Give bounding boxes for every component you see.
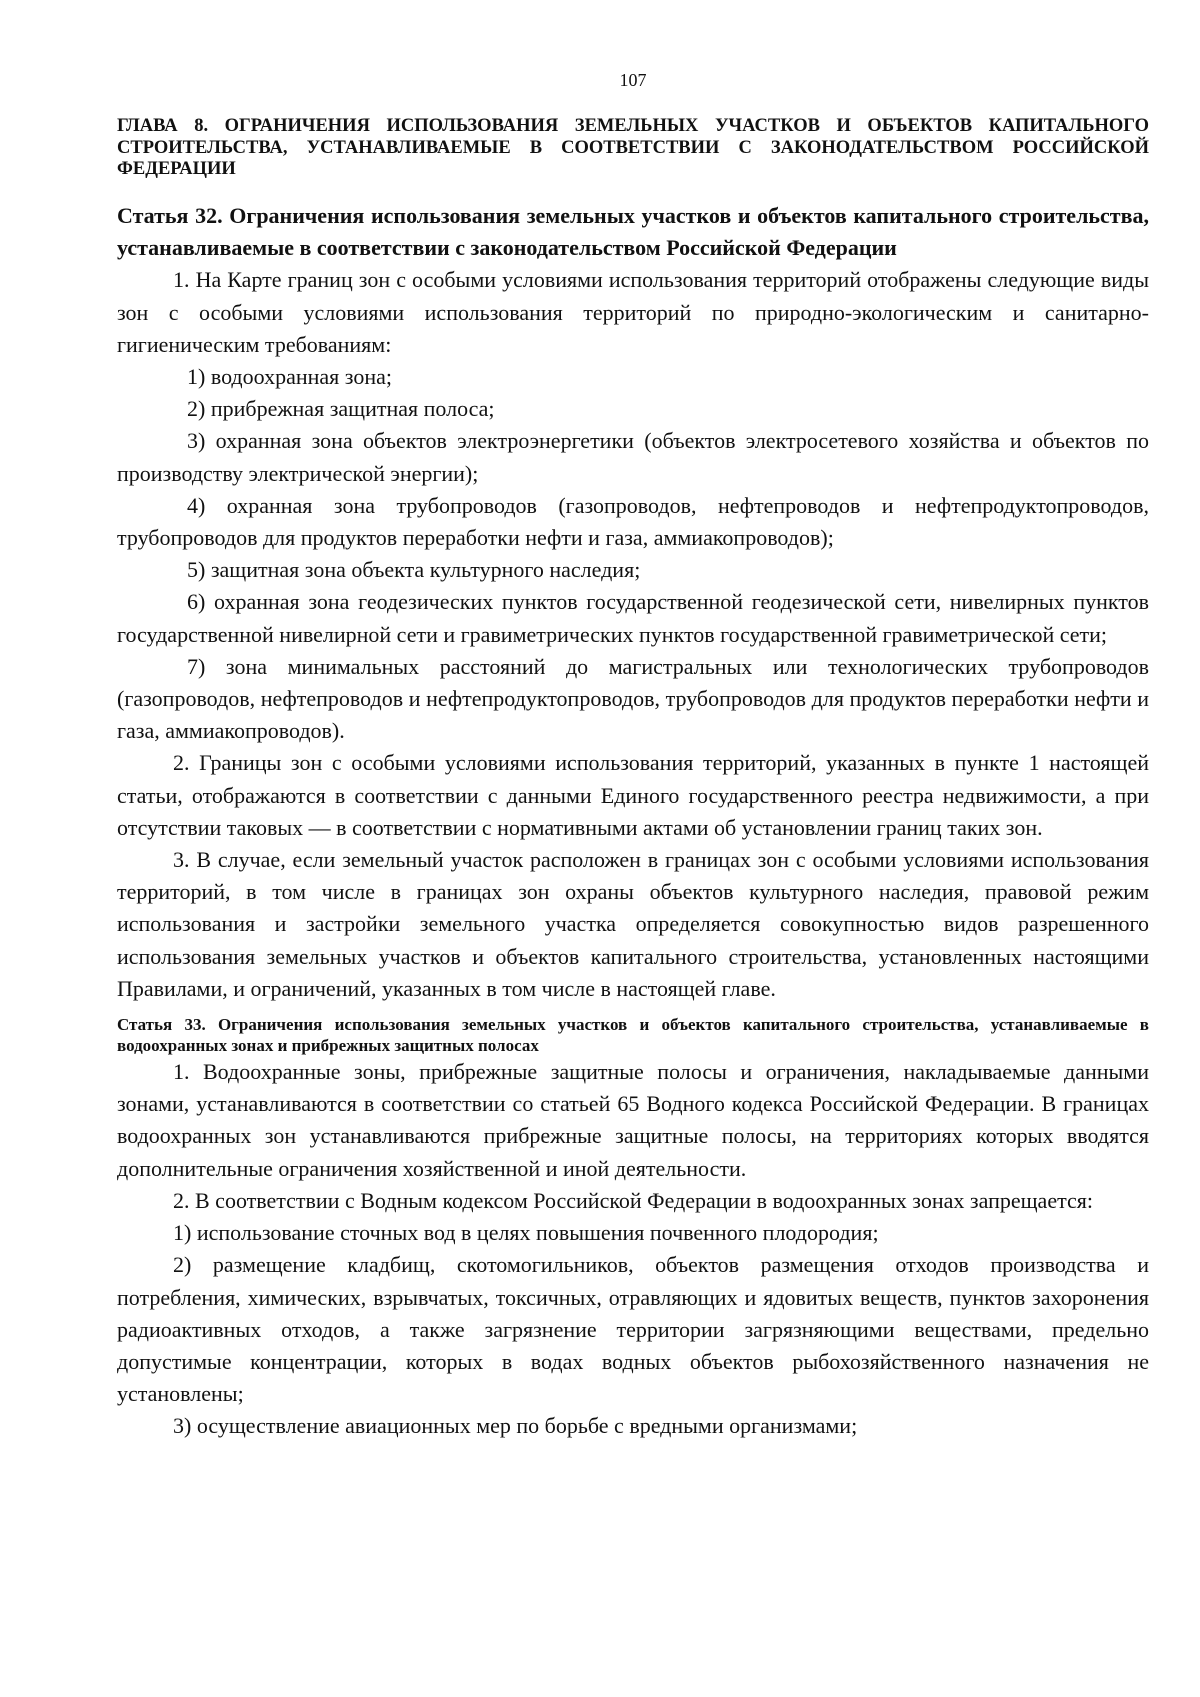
- list-item: 1) использование сточных вод в целях повышения почвенного плодородия;: [173, 1220, 879, 1246]
- list-item: 3) охранная зона объектов электроэнергетики (объектов электросетевого хозяйства и объектов по производству электрической энергии);: [117, 428, 1149, 486]
- page-number: 107: [619, 70, 647, 90]
- chapter-title: ГЛАВА 8. ОГРАНИЧЕНИЯ ИСПОЛЬЗОВАНИЯ ЗЕМЕЛЬНЫХ УЧАСТКОВ И ОБЪЕКТОВ КАПИТАЛЬНОГО СТРОИТЕЛЬСТВА, УСТАНАВЛИВАЕМЫЕ В СООТВЕТСТВИИ С ЗАКОНОДАТЕЛЬСТВОМ РОССИЙСКОЙ ФЕДЕРАЦИИ: [117, 116, 1149, 179]
- article-32-paragraph-1: 1. На Карте границ зон с особыми условиями использования территорий отображены следующие виды зон с особыми условиями использования территорий по природно-экологическим и санитарно-гигиеническим требованиям:: [117, 267, 1149, 357]
- list-item: 3) осуществление авиационных мер по борьбе с вредными организмами;: [173, 1413, 858, 1439]
- list-item: 1) водоохранная зона;: [187, 364, 392, 390]
- article-33-paragraph-2: 2. В соответствии с Водным кодексом Российской Федерации в водоохранных зонах запрещается:: [173, 1187, 1093, 1213]
- article-32-paragraph-3: 3. В случае, если земельный участок расположен в границах зон с особыми условиями использования территорий, в том числе в границах зон охраны объектов культурного наследия, правовой режим использования и застройки земельного участка определяется совокупностью видов разрешенного использования земельных участков и объектов капитального строительства, установленных настоящими Правилами, и ограничений, указанных в том числе в настоящей главе.: [117, 847, 1149, 1001]
- list-item: 2) прибрежная защитная полоса;: [187, 396, 495, 422]
- article-33-paragraph-1: 1. Водоохранные зоны, прибрежные защитные полосы и ограничения, накладываемые данными зонами, устанавливаются в соответствии со статьей 65 Водного кодекса Российской Федерации. В границах водоохранных зон устанавливаются прибрежные защитные полосы, на территориях которых вводятся дополнительные ограничения хозяйственной и иной деятельности.: [117, 1059, 1149, 1181]
- document-body: [117, 200, 1149, 1443]
- list-item: 4) охранная зона трубопроводов (газопроводов, нефтепроводов и нефтепродуктопроводов, трубопроводов для продуктов переработки нефти и газа, аммиакопроводов);: [117, 492, 1149, 551]
- list-item: 7) зона минимальных расстояний до магистральных или технологических трубопроводов (газопроводов, нефтепроводов и нефтепродуктопроводов, трубопроводов для продуктов переработки нефти и газа, аммиакопроводов).: [117, 653, 1149, 744]
- article-32-title: Статья 32. Ограничения использования земельных участков и объектов капитального строительства, устанавливаемые в соответствии с законодательством Российской Федерации: [117, 203, 1149, 261]
- article-33-title: Статья 33. Ограничения использования земельных участков и объектов капитального строительства, устанавливаемые в водоохранных зонах и прибрежных защитных полосах: [117, 1015, 1149, 1055]
- list-item: 5) защитная зона объекта культурного наследия;: [187, 557, 641, 583]
- list-item: 6) охранная зона геодезических пунктов государственной геодезической сети, нивелирных пунктов государственной нивелирной сети и гравиметрических пунктов государственной гравиметрической сети;: [117, 589, 1149, 647]
- article-32-paragraph-2: 2. Границы зон с особыми условиями использования территорий, указанных в пункте 1 настоящей статьи, отображаются в соответствии с данными Единого государственного реестра недвижимости, а при отсутствии таковых — в соответствии с нормативными актами об установлении границ таких зон.: [117, 750, 1149, 840]
- list-item: 2) размещение кладбищ, скотомогильников, объектов размещения отходов производства и потребления, химических, взрывчатых, токсичных, отравляющих и ядовитых веществ, пунктов захоронения радиоактивных отходов, а также загрязнение территории загрязняющими веществами, предельно допустимые концентрации, которых в водах водных объектов рыбохозяйственного назначения не установлены;: [117, 1252, 1149, 1407]
